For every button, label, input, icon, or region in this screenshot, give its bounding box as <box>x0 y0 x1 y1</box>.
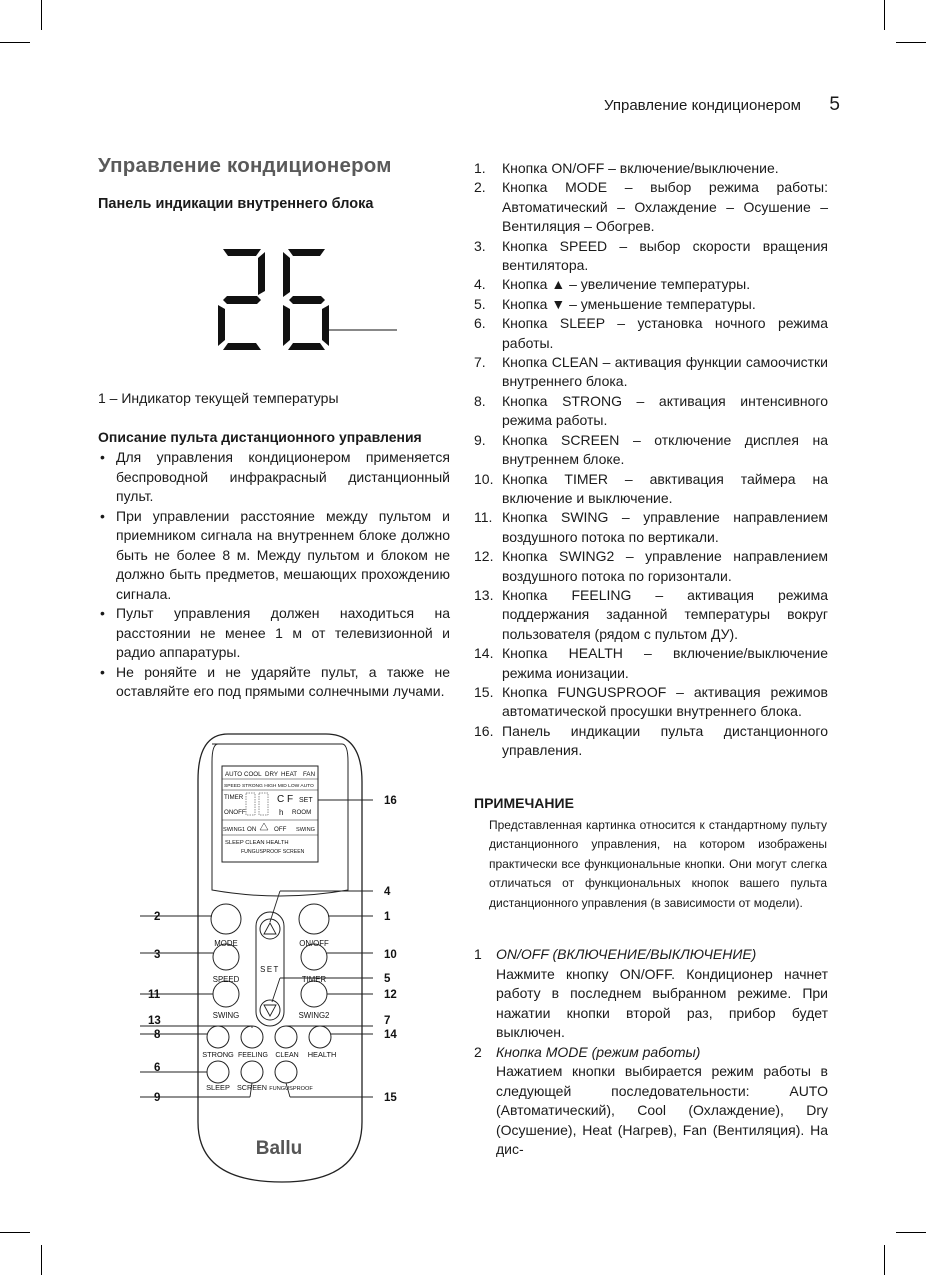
list-item: 13. Кнопка FEELING – активация режима поддержания заданной температуры вокруг пользователя (рядом с пультом ДУ). <box>474 586 828 642</box>
indicator-caption: 1 – Индикатор текущей температуры <box>98 390 339 406</box>
list-item: 5. Кнопка ▼ – уменьшение температуры. <box>474 295 756 312</box>
lcd-cool: COOL <box>244 771 262 778</box>
crop-mark <box>896 1232 926 1233</box>
list-item: 1. Кнопка ON/OFF – включение/выключение. <box>474 160 779 176</box>
lcd-timer: TIMER <box>224 794 244 801</box>
list-item: 2. Кнопка MODE – выбор режима работы: Автоматический – Охлаждение – Осушение – Вентиляция – Обогрев. <box>474 179 828 235</box>
section-body: Нажатием кнопки выбирается режим работы в следующей последовательности: AUTO (Автоматический), Cool (Охлаждение), Dry (Осушение), Heat (Нагрев), Fan (Вентиляция). На дис- <box>496 1063 828 1157</box>
crop-mark <box>41 0 42 30</box>
callout-15: 15 <box>384 1092 397 1104</box>
list-item: 10. Кнопка TIMER – авктивация таймера на включение и выключение. <box>474 470 828 506</box>
lcd-auto: AUTO <box>225 771 243 778</box>
callout-4: 4 <box>384 886 391 898</box>
indoor-display-figure <box>205 243 405 358</box>
callout-5: 5 <box>384 973 391 985</box>
list-item: 6. Кнопка SLEEP – установка ночного режима работы. <box>474 315 828 351</box>
list-item: 3. Кнопка SPEED – выбор скорости вращения вентилятора. <box>474 237 828 274</box>
crop-mark <box>41 1245 42 1275</box>
lcd-h: h <box>279 808 284 817</box>
callout-10: 10 <box>384 949 397 961</box>
section-title: Кнопка MODE (режим работы) <box>496 1043 701 1060</box>
callout-2: 2 <box>154 911 161 923</box>
lcd-swing1: SWING1 <box>223 827 246 833</box>
health-button[interactable] <box>309 1026 331 1048</box>
button-description-list <box>474 159 828 761</box>
lcd-on: ON <box>247 826 257 833</box>
remote-bullet-list <box>96 448 450 702</box>
list-item: 9. Кнопка SCREEN – отключение дисплея на внутреннем блоке. <box>474 431 828 468</box>
list-item: 11. Кнопка SWING – управление направлением воздушного потока по вертикали. <box>474 509 828 545</box>
mode-label: MODE <box>214 939 238 948</box>
lcd-line1: SLEEP CLEAN HEALTH <box>225 840 289 846</box>
crop-mark <box>0 42 30 43</box>
lcd-dry: DRY <box>265 771 278 778</box>
lcd-onoff: ONOFF <box>224 809 246 816</box>
list-item: 4. Кнопка ▲ – увеличение температуры. <box>474 276 751 293</box>
list-item: 12. Кнопка SWING2 – управление направлением воздушного потока по горизонтали. <box>474 548 828 584</box>
set-label: SET <box>260 965 280 974</box>
callout-12: 12 <box>384 989 397 1001</box>
lcd-cf: C F <box>277 794 294 805</box>
callout-8: 8 <box>154 1029 161 1041</box>
callout-14: 14 <box>384 1029 397 1041</box>
feeling-button[interactable] <box>241 1026 263 1048</box>
feeling-label: FEELING <box>238 1052 268 1059</box>
swing2-label: SWING2 <box>298 1011 330 1020</box>
section-title: ON/OFF (ВКЛЮЧЕНИЕ/ВЫКЛЮЧЕНИЕ) <box>496 946 757 962</box>
list-item: 15. Кнопка FUNGUSPROOF – активация режимов автоматической просушки внутреннего блока. <box>474 683 828 720</box>
sleep-button[interactable] <box>207 1061 229 1083</box>
swing-button[interactable] <box>213 981 239 1007</box>
clean-button[interactable] <box>275 1026 297 1048</box>
strong-button[interactable] <box>207 1026 229 1048</box>
sleep-label: SLEEP <box>206 1083 230 1092</box>
callout-9: 9 <box>154 1092 161 1104</box>
temp-down-button[interactable] <box>260 1000 280 1020</box>
page-title: Управление кондиционером <box>98 154 392 177</box>
crop-mark <box>884 0 885 30</box>
swing2-button[interactable] <box>301 981 327 1007</box>
crop-mark <box>884 1245 885 1275</box>
clean-label: CLEAN <box>275 1052 299 1059</box>
callout-1: 1 <box>384 911 391 923</box>
onoff-label: ON/OFF <box>299 939 329 948</box>
mode-button[interactable] <box>211 904 241 934</box>
crop-mark <box>0 1232 30 1233</box>
brand-logo: Ballu <box>255 1138 303 1159</box>
speed-label: SPEED <box>212 975 240 984</box>
remote-heading: Описание пульта дистанционного управления <box>98 429 422 445</box>
callout-16: 16 <box>384 795 397 807</box>
onoff-button[interactable] <box>299 904 329 934</box>
swing-label: SWING <box>212 1011 240 1020</box>
strong-label: STRONG <box>202 1050 234 1059</box>
note-text: Представленная картинка относится к стандартному пульту дистанционного управления, на котором изображены практически все функциональные кнопки. Они могут слегка отличаться от функциональных кнопок вашего пульта дистанционного управления (в зависимости от модели). <box>489 818 827 910</box>
list-item: • Не роняйте и не ударяйте пульт, а также не оставляйте его под прямыми солнечными лучами. <box>96 663 450 702</box>
note-heading: ПРИМЕЧАНИЕ <box>474 795 574 811</box>
page-number: 5 <box>829 94 840 115</box>
crop-mark <box>896 42 926 43</box>
section-item: 1 ON/OFF (ВКЛЮЧЕНИЕ/ВЫКЛЮЧЕНИЕ) Нажмите кнопку ON/OFF. Кондиционер начнет работу в последнем выбранном режиме. При нажатии кнопки второй раз, прибор будет выключен. <box>474 945 828 1043</box>
callout-7: 7 <box>384 1015 391 1027</box>
callout-13: 13 <box>148 1015 161 1027</box>
list-item: 14. Кнопка HEALTH – включение/выключение режима ионизации. <box>474 645 828 681</box>
section-list <box>474 945 828 1160</box>
list-item: 8. Кнопка STRONG – активация интенсивного режима работы. <box>474 392 828 429</box>
list-item: 7. Кнопка CLEAN – активация функции самоочистки внутреннего блока. <box>474 354 828 390</box>
lcd-set: SET <box>299 797 313 804</box>
lcd-off: OFF <box>274 826 287 833</box>
health-label: HEALTH <box>307 1050 337 1059</box>
remote-control-figure <box>140 732 420 1187</box>
lcd-fan: FAN <box>303 771 316 778</box>
section-item: 2 Кнопка MODE (режим работы) Нажатием кнопки выбирается режим работы в следующей последовательности: AUTO (Автоматический), Cool (Охлаждение), Dry (Осушение), Heat (Нагрев), Fan (Вентиляция). На дис- <box>474 1043 828 1160</box>
panel-heading: Панель индикации внутреннего блока <box>98 196 374 212</box>
screen-label: SCREEN <box>237 1083 267 1092</box>
segment-display <box>205 243 397 350</box>
lcd-room: ROOM <box>292 809 312 816</box>
list-item: • Для управления кондиционером применяется беспроводной инфракрасный дистанционный пульт. <box>96 448 450 507</box>
lcd-heat: HEAT <box>281 771 298 778</box>
fungusproof-button[interactable] <box>275 1061 297 1083</box>
list-item: • При управлении расстояние между пультом и приемником сигнала на внутреннем блоке должно быть не более 8 м. Между пультом и блоком не должно быть предметов, мешающих прохождению сигнала. <box>96 507 450 605</box>
timer-label: TIMER <box>301 975 327 984</box>
list-item: 16. Панель индикации пульта дистанционного управления. <box>474 722 828 759</box>
fungusproof-label: FUNGUSPROOF <box>269 1086 313 1092</box>
lcd-speed-row: SPEED STRONG HIGH MID LOW AUTO <box>224 784 314 789</box>
section-body: Нажмите кнопку ON/OFF. Кондиционер начнет работу в последнем выбранном режиме. При нажатии кнопки второй раз, прибор будет выключен. <box>496 965 828 1040</box>
running-header: Управление кондиционером <box>604 97 801 114</box>
lcd-swing: SWING <box>296 827 315 833</box>
callout-6: 6 <box>154 1062 161 1074</box>
lcd-line2: FUNGUSPROOF SCREEN <box>241 849 305 855</box>
screen-button[interactable] <box>241 1061 263 1083</box>
callout-3: 3 <box>154 949 161 961</box>
list-item: • Пульт управления должен находиться на расстоянии не менее 1 м от телевизионной и радио аппаратуры. <box>96 604 450 663</box>
callout-11: 11 <box>148 989 161 1001</box>
